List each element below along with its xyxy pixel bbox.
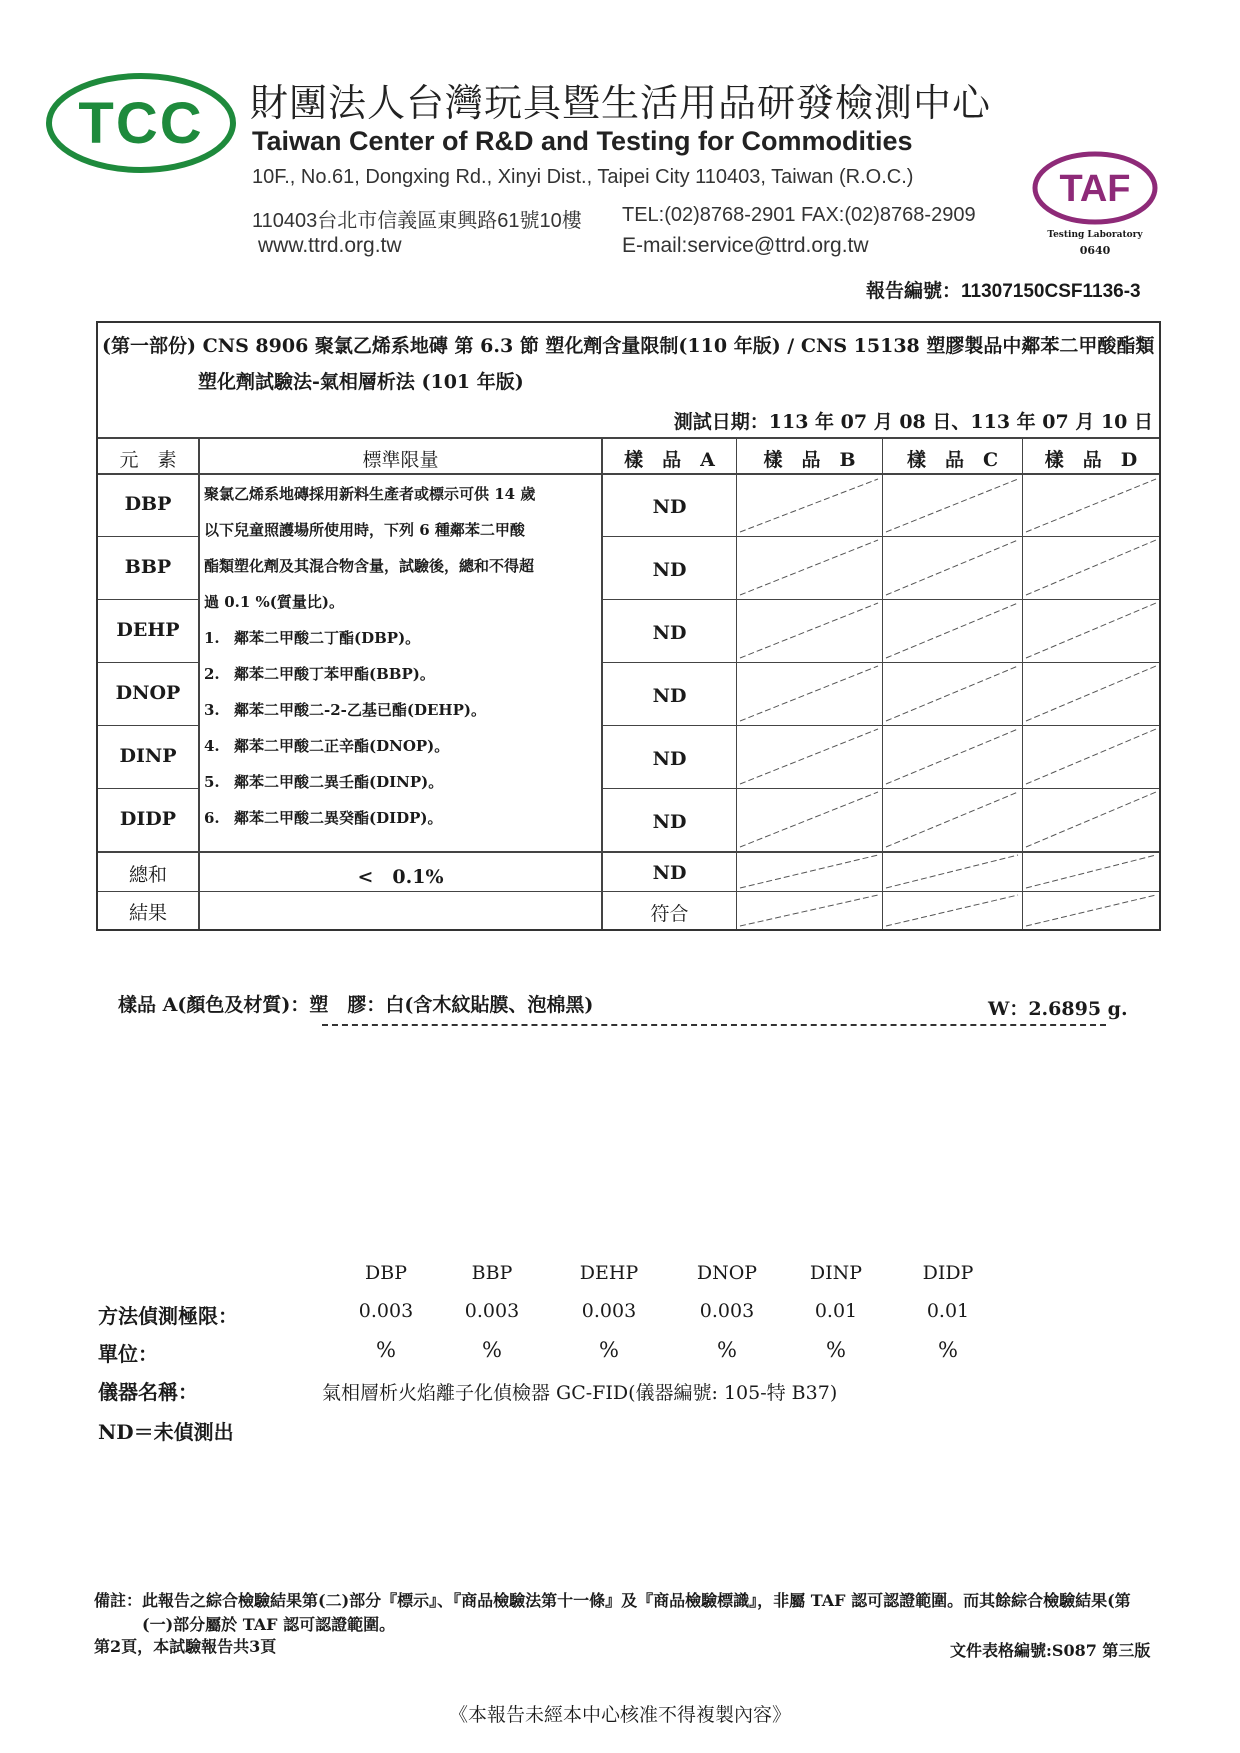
result-label: 結果 (128, 902, 167, 924)
unit-label: 單位： (98, 1342, 158, 1366)
method-col-header: DEHP (579, 1262, 639, 1284)
element-cell: DNOP (115, 682, 181, 704)
detection-limit-value: 0.01 (926, 1300, 970, 1322)
sample-a-value: ND (652, 811, 687, 833)
sample-a-value: ND (652, 748, 687, 770)
instrument-name: 氣相層析火焰離子化偵檢器 GC-FID(儀器編號: 105-特 B37) (322, 1382, 838, 1404)
org-name-en: Taiwan Center of R&D and Testing for Commodities (252, 126, 913, 156)
taf-lab-number: 0640 (1079, 244, 1111, 257)
result-sample-a: 符合 (650, 903, 689, 925)
method-col-header: DIDP (922, 1262, 974, 1284)
sample-a-value: ND (652, 496, 687, 518)
taf-logo (1030, 148, 1160, 228)
tcc-logo (46, 72, 236, 174)
header-element: 元 素 (119, 449, 177, 471)
element-cell: DINP (119, 745, 177, 767)
remark-line2: (一)部分屬於 TAF 認可認證範圍。 (142, 1615, 396, 1634)
dashed-underline (322, 1024, 1106, 1026)
header-sample-a: 樣 品 A (624, 449, 715, 471)
unit-value: % (482, 1338, 502, 1362)
method-col-header: DBP (365, 1262, 407, 1284)
standard-text-line: 聚氯乙烯系地磚採用新料生產者或標示可供 14 歲 (204, 485, 536, 503)
sample-a-description: 樣品 A(顏色及材質)：塑 膠：白(含木紋貼膜、泡棉黑) (118, 994, 594, 1016)
test-date: 測試日期：113 年 07 月 08 日、113 年 07 月 10 日 (673, 411, 1153, 433)
standard-item: 5. 鄰苯二甲酸二異壬酯(DINP)。 (204, 773, 444, 791)
standard-text-line: 以下兒童照護場所使用時，下列 6 種鄰苯二甲酸 (204, 521, 525, 539)
element-cell: DEHP (116, 619, 180, 641)
report-number: 報告編號：11307150CSF1136-3 (866, 281, 1141, 302)
method-col-header: DINP (809, 1262, 863, 1284)
header-sample-d: 樣 品 D (1044, 449, 1138, 471)
org-name-zh: 財團法人台灣玩具暨生活用品研發檢測中心 (250, 81, 992, 125)
element-cell: DBP (124, 493, 172, 515)
total-label: 總和 (128, 864, 167, 886)
disclaimer: 《本報告未經本中心核准不得複製內容》 (448, 1704, 791, 1726)
form-number: 文件表格編號:S087 第三版 (950, 1641, 1151, 1660)
remark-line1: 備註：此報告之綜合檢驗結果第(二)部分『標示』、『商品檢驗法第十一條』及『商品檢驗標識』，非屬 TAF 認可認證範圍。而其餘綜合檢驗結果(第 (94, 1591, 1131, 1610)
taf-lab-label: Testing Laboratory (1047, 230, 1143, 240)
standard-item: 4. 鄰苯二甲酸二正辛酯(DNOP)。 (204, 737, 450, 755)
detection-limit-value: 0.003 (581, 1300, 637, 1322)
method-col-header: DNOP (696, 1262, 758, 1284)
standard-text-line: 酯類塑化劑及其混合物含量，試驗後，總和不得超 (204, 557, 535, 575)
website: www.ttrd.org.tw (258, 234, 402, 257)
nd-note: ND＝未偵測出 (98, 1420, 234, 1444)
page-info: 第2頁，本試驗報告共3頁 (94, 1637, 277, 1656)
sample-a-value: ND (652, 622, 687, 644)
method-col-header: BBP (471, 1262, 513, 1284)
detection-limit-value: 0.003 (464, 1300, 520, 1322)
sample-a-value: ND (652, 685, 687, 707)
header-standard: 標準限量 (362, 449, 439, 471)
unit-value: % (599, 1338, 619, 1362)
empty-cell-slashes (98, 323, 1159, 929)
table-title-line1: (第一部份) CNS 8906 聚氯乙烯系地磚 第 6.3 節 塑化劑含量限制(110 年版) / CNS 15138 塑膠製品中鄰苯二甲酸酯類 (102, 335, 1155, 357)
detection-limit-value: 0.003 (699, 1300, 755, 1322)
element-cell: BBP (124, 556, 172, 578)
results-table (96, 321, 1161, 931)
tel-fax: TEL:(02)8768-2901 FAX:(02)8768-2909 (622, 204, 976, 226)
header-sample-b: 樣 品 B (763, 449, 856, 471)
detection-limit-value: 0.01 (814, 1300, 858, 1322)
taf-logo-text: TAF (1059, 168, 1131, 210)
unit-value: % (826, 1338, 846, 1362)
header-sample-c: 樣 品 C (906, 449, 999, 471)
total-sample-a: ND (652, 862, 687, 884)
standard-item: 1. 鄰苯二甲酸二丁酯(DBP)。 (204, 629, 421, 647)
unit-value: % (376, 1338, 396, 1362)
instrument-label: 儀器名稱： (98, 1380, 198, 1404)
unit-value: % (938, 1338, 958, 1362)
table-title-line2: 塑化劑試驗法-氣相層析法 (101 年版) (198, 371, 524, 393)
sample-weight: W：2.6895 g. (988, 998, 1128, 1020)
address-zh: 110403台北市信義區東興路61號10樓 (252, 210, 582, 232)
detection-limit-label: 方法偵測極限： (98, 1304, 238, 1328)
standard-item: 2. 鄰苯二甲酸丁苯甲酯(BBP)。 (204, 665, 435, 683)
detection-limit-value: 0.003 (358, 1300, 414, 1322)
standard-item: 6. 鄰苯二甲酸二異癸酯(DIDP)。 (204, 809, 443, 827)
standard-item: 3. 鄰苯二甲酸二-2-乙基已酯(DEHP)。 (204, 701, 486, 719)
address-en: 10F., No.61, Dongxing Rd., Xinyi Dist., Taipei City 110403, Taiwan (R.O.C.) (252, 166, 914, 188)
tcc-logo-text: TCC (78, 91, 204, 156)
standard-text-line: 過 0.1 %(質量比)。 (204, 593, 344, 611)
email: E-mail:service@ttrd.org.tw (622, 234, 869, 257)
element-cell: DIDP (119, 808, 177, 830)
total-limit: < 0.1% (357, 866, 444, 888)
unit-value: % (717, 1338, 737, 1362)
sample-a-value: ND (652, 559, 687, 581)
